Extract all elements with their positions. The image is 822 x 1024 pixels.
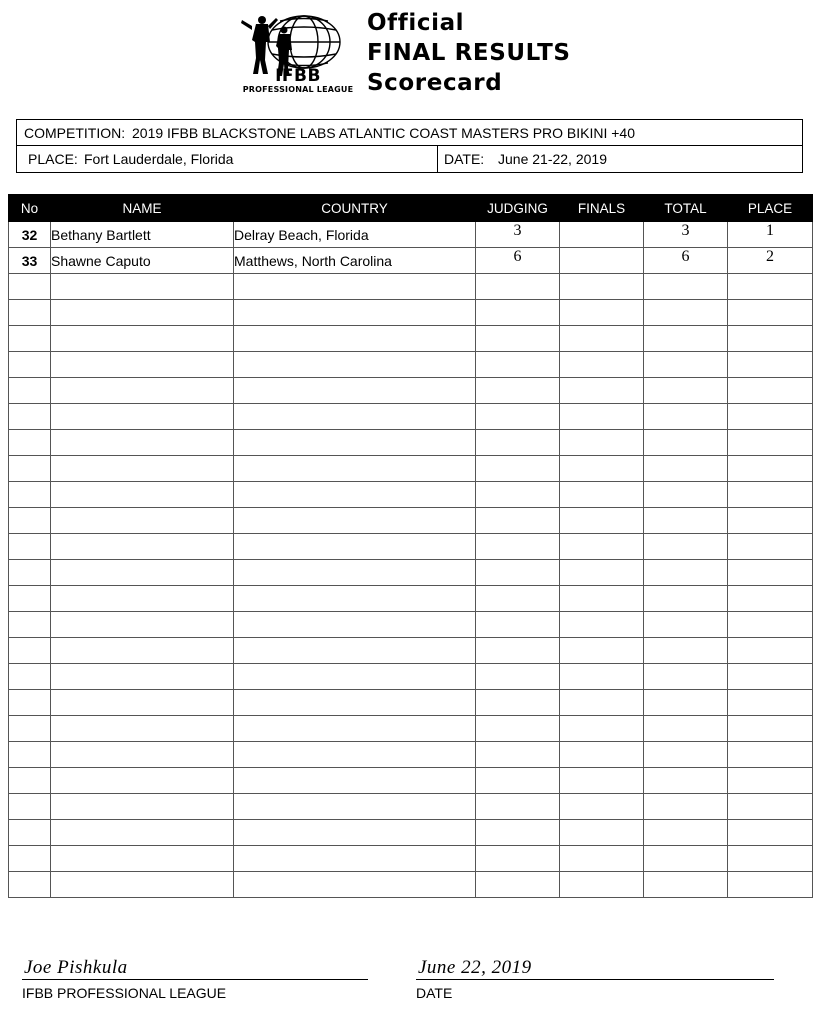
cell-finals <box>560 222 644 248</box>
cell-country <box>234 508 476 534</box>
cell-name: Bethany Bartlett <box>51 222 234 248</box>
cell-total <box>644 872 728 898</box>
cell-total <box>644 690 728 716</box>
table-row <box>9 534 813 560</box>
table-row <box>9 482 813 508</box>
cell-place <box>728 768 813 794</box>
date-signature-label: DATE <box>416 985 453 1001</box>
cell-judging <box>476 430 560 456</box>
cell-finals <box>560 300 644 326</box>
cell-place: 2 <box>728 248 813 274</box>
header-total: TOTAL <box>644 195 728 222</box>
cell-no <box>9 560 51 586</box>
cell-judging <box>476 872 560 898</box>
cell-finals <box>560 846 644 872</box>
cell-name <box>51 404 234 430</box>
cell-finals <box>560 508 644 534</box>
cell-place <box>728 456 813 482</box>
cell-total <box>644 430 728 456</box>
cell-country <box>234 820 476 846</box>
cell-no <box>9 794 51 820</box>
cell-judging <box>476 820 560 846</box>
date-signature: June 22, 2019 <box>418 957 532 978</box>
table-header-row <box>9 195 813 222</box>
cell-name <box>51 742 234 768</box>
cell-place <box>728 846 813 872</box>
table-row <box>9 378 813 404</box>
cell-judging <box>476 638 560 664</box>
cell-country <box>234 742 476 768</box>
logo-text <box>240 68 356 94</box>
cell-country <box>234 872 476 898</box>
table-row <box>9 508 813 534</box>
cell-place <box>728 586 813 612</box>
cell-country <box>234 612 476 638</box>
table-row <box>9 768 813 794</box>
cell-judging: 6 <box>476 248 560 274</box>
cell-place <box>728 742 813 768</box>
cell-judging <box>476 300 560 326</box>
cell-name <box>51 482 234 508</box>
cell-no <box>9 742 51 768</box>
cell-name <box>51 612 234 638</box>
table-row <box>9 846 813 872</box>
table-row <box>9 352 813 378</box>
table-row <box>9 690 813 716</box>
cell-no <box>9 482 51 508</box>
cell-finals <box>560 716 644 742</box>
cell-total <box>644 456 728 482</box>
place-label: PLACE: <box>28 151 78 167</box>
cell-country <box>234 690 476 716</box>
cell-place <box>728 508 813 534</box>
place-date-row <box>17 146 802 172</box>
header-country: COUNTRY <box>234 195 476 222</box>
results-body <box>9 222 813 898</box>
cell-name <box>51 326 234 352</box>
table-row <box>9 222 813 248</box>
cell-name <box>51 690 234 716</box>
cell-total <box>644 508 728 534</box>
cell-name <box>51 352 234 378</box>
cell-judging <box>476 274 560 300</box>
header-judging: JUDGING <box>476 195 560 222</box>
competition-row <box>17 120 802 146</box>
cell-finals <box>560 742 644 768</box>
cell-country <box>234 586 476 612</box>
table-row <box>9 820 813 846</box>
cell-total <box>644 612 728 638</box>
cell-name <box>51 768 234 794</box>
cell-no <box>9 300 51 326</box>
cell-judging <box>476 768 560 794</box>
logo-brand: IFBB <box>275 66 321 86</box>
cell-total <box>644 664 728 690</box>
cell-judging <box>476 456 560 482</box>
cell-no: 32 <box>9 222 51 248</box>
cell-name <box>51 300 234 326</box>
cell-country <box>234 456 476 482</box>
cell-country <box>234 534 476 560</box>
table-row <box>9 586 813 612</box>
cell-finals <box>560 872 644 898</box>
cell-no <box>9 508 51 534</box>
cell-judging <box>476 690 560 716</box>
date-signature-block <box>416 958 774 1001</box>
cell-total <box>644 768 728 794</box>
place-value: Fort Lauderdale, Florida <box>84 151 234 167</box>
results-table <box>8 194 813 898</box>
cell-judging <box>476 508 560 534</box>
cell-country <box>234 326 476 352</box>
cell-place <box>728 872 813 898</box>
cell-total <box>644 378 728 404</box>
cell-judging <box>476 664 560 690</box>
cell-place <box>728 612 813 638</box>
cell-place <box>728 404 813 430</box>
cell-judging <box>476 560 560 586</box>
cell-no <box>9 612 51 638</box>
cell-no <box>9 378 51 404</box>
cell-total: 3 <box>644 222 728 248</box>
cell-name <box>51 534 234 560</box>
cell-place <box>728 378 813 404</box>
header-name: NAME <box>51 195 234 222</box>
cell-finals <box>560 534 644 560</box>
table-row <box>9 248 813 274</box>
cell-no <box>9 716 51 742</box>
cell-total: 6 <box>644 248 728 274</box>
cell-finals <box>560 378 644 404</box>
cell-no <box>9 404 51 430</box>
cell-place <box>728 482 813 508</box>
cell-finals <box>560 586 644 612</box>
table-row <box>9 638 813 664</box>
table-row <box>9 716 813 742</box>
cell-country <box>234 794 476 820</box>
table-row <box>9 664 813 690</box>
cell-total <box>644 820 728 846</box>
cell-place <box>728 560 813 586</box>
cell-no <box>9 846 51 872</box>
table-row <box>9 300 813 326</box>
cell-place <box>728 794 813 820</box>
cell-total <box>644 586 728 612</box>
cell-country <box>234 768 476 794</box>
cell-country <box>234 560 476 586</box>
cell-judging <box>476 612 560 638</box>
competition-value: 2019 IFBB BLACKSTONE LABS ATLANTIC COAST MASTERS PRO BIKINI +40 <box>132 125 636 141</box>
cell-finals <box>560 352 644 378</box>
cell-finals <box>560 248 644 274</box>
cell-country <box>234 378 476 404</box>
cell-place <box>728 326 813 352</box>
cell-country <box>234 638 476 664</box>
cell-no <box>9 430 51 456</box>
cell-name <box>51 638 234 664</box>
cell-no <box>9 768 51 794</box>
cell-finals <box>560 768 644 794</box>
table-row <box>9 274 813 300</box>
cell-place <box>728 820 813 846</box>
cell-country <box>234 846 476 872</box>
cell-finals <box>560 482 644 508</box>
cell-total <box>644 326 728 352</box>
cell-country <box>234 482 476 508</box>
page-title <box>367 8 571 98</box>
title-line-3: Scorecard <box>367 70 503 96</box>
cell-country: Matthews, North Carolina <box>234 248 476 274</box>
cell-no <box>9 664 51 690</box>
cell-judging <box>476 378 560 404</box>
cell-total <box>644 352 728 378</box>
date-value: June 21-22, 2019 <box>498 151 607 167</box>
cell-finals <box>560 690 644 716</box>
cell-name <box>51 846 234 872</box>
cell-no <box>9 872 51 898</box>
cell-name <box>51 508 234 534</box>
info-divider <box>437 146 438 172</box>
table-row <box>9 560 813 586</box>
competition-info-box <box>16 119 803 173</box>
signature-line <box>22 979 368 980</box>
cell-place <box>728 716 813 742</box>
cell-place: 1 <box>728 222 813 248</box>
cell-total <box>644 534 728 560</box>
cell-judging <box>476 404 560 430</box>
cell-country: Delray Beach, Florida <box>234 222 476 248</box>
cell-place <box>728 352 813 378</box>
cell-finals <box>560 274 644 300</box>
table-row <box>9 742 813 768</box>
cell-place <box>728 274 813 300</box>
cell-total <box>644 404 728 430</box>
cell-no <box>9 352 51 378</box>
cell-judging: 3 <box>476 222 560 248</box>
title-line-1: Official <box>367 10 465 36</box>
cell-place <box>728 638 813 664</box>
cell-place <box>728 300 813 326</box>
cell-country <box>234 352 476 378</box>
cell-finals <box>560 430 644 456</box>
cell-place <box>728 690 813 716</box>
cell-country <box>234 716 476 742</box>
cell-no <box>9 326 51 352</box>
cell-country <box>234 404 476 430</box>
table-row <box>9 326 813 352</box>
cell-judging <box>476 742 560 768</box>
cell-finals <box>560 638 644 664</box>
cell-finals <box>560 612 644 638</box>
logo-league: PROFESSIONAL LEAGUE <box>242 85 354 94</box>
cell-finals <box>560 664 644 690</box>
cell-total <box>644 560 728 586</box>
cell-name <box>51 430 234 456</box>
competition-label: COMPETITION: <box>24 125 126 141</box>
cell-total <box>644 274 728 300</box>
cell-judging <box>476 716 560 742</box>
cell-judging <box>476 482 560 508</box>
cell-total <box>644 300 728 326</box>
official-signature-block <box>22 958 368 1001</box>
cell-country <box>234 664 476 690</box>
date-signature-line <box>416 979 774 980</box>
cell-name <box>51 586 234 612</box>
cell-judging <box>476 794 560 820</box>
cell-country <box>234 300 476 326</box>
cell-place <box>728 664 813 690</box>
cell-no <box>9 456 51 482</box>
official-label: IFBB PROFESSIONAL LEAGUE <box>22 985 227 1001</box>
cell-name <box>51 664 234 690</box>
cell-place <box>728 430 813 456</box>
cell-name <box>51 872 234 898</box>
cell-name <box>51 716 234 742</box>
cell-name <box>51 560 234 586</box>
cell-total <box>644 716 728 742</box>
table-row <box>9 794 813 820</box>
cell-no <box>9 586 51 612</box>
cell-no <box>9 820 51 846</box>
cell-no <box>9 638 51 664</box>
cell-total <box>644 742 728 768</box>
cell-no: 33 <box>9 248 51 274</box>
cell-finals <box>560 404 644 430</box>
cell-total <box>644 794 728 820</box>
cell-finals <box>560 794 644 820</box>
cell-finals <box>560 326 644 352</box>
cell-name <box>51 274 234 300</box>
cell-judging <box>476 586 560 612</box>
header-finals: FINALS <box>560 195 644 222</box>
cell-total <box>644 638 728 664</box>
official-signature: Joe Pishkula <box>24 957 128 978</box>
cell-country <box>234 430 476 456</box>
cell-finals <box>560 820 644 846</box>
cell-no <box>9 274 51 300</box>
cell-judging <box>476 846 560 872</box>
cell-finals <box>560 456 644 482</box>
cell-judging <box>476 534 560 560</box>
cell-country <box>234 274 476 300</box>
table-row <box>9 404 813 430</box>
cell-judging <box>476 352 560 378</box>
cell-no <box>9 690 51 716</box>
header-no: No <box>9 195 51 222</box>
cell-name <box>51 794 234 820</box>
cell-place <box>728 534 813 560</box>
table-row <box>9 612 813 638</box>
cell-name <box>51 456 234 482</box>
table-row <box>9 456 813 482</box>
cell-total <box>644 482 728 508</box>
header-place: PLACE <box>728 195 813 222</box>
cell-name <box>51 820 234 846</box>
cell-no <box>9 534 51 560</box>
cell-total <box>644 846 728 872</box>
cell-name: Shawne Caputo <box>51 248 234 274</box>
title-line-2: FINAL RESULTS <box>367 40 571 66</box>
table-row <box>9 872 813 898</box>
cell-name <box>51 378 234 404</box>
cell-finals <box>560 560 644 586</box>
date-label: DATE: <box>444 151 485 167</box>
table-row <box>9 430 813 456</box>
cell-judging <box>476 326 560 352</box>
